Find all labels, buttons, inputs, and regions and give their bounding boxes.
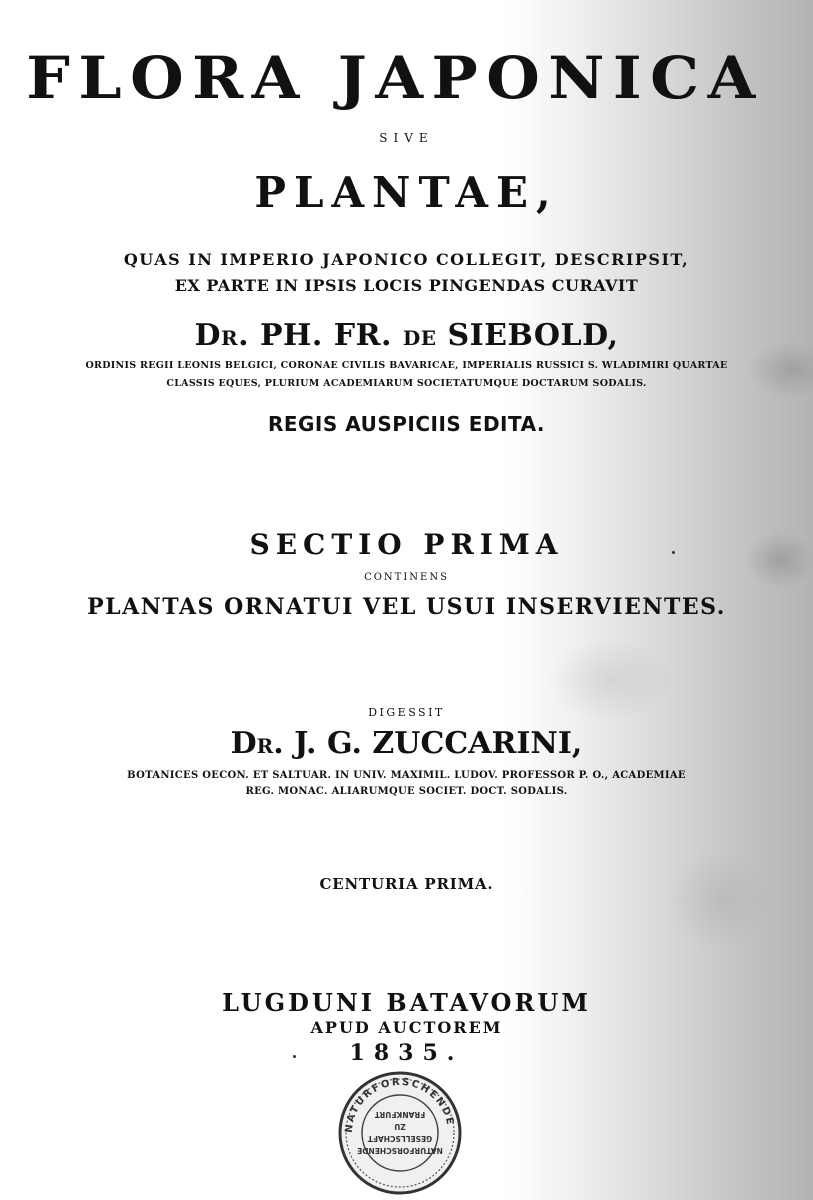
stamp-ring-text: NATURFORSCHENDE (343, 1076, 456, 1134)
sive-line: SIVE (379, 131, 434, 145)
paper-speck (293, 1055, 296, 1058)
book-title: FLORA JAPONICA (26, 44, 764, 112)
subtitle-line-2: EX PARTE IN IPSIS LOCIS PINGENDAS CURAVIT (174, 276, 639, 295)
stamp-inner-line-4: FRANKFURT (374, 1110, 426, 1119)
editor-prefix-d: D (230, 726, 257, 761)
editor-name: . J. G. ZUCCARINI, (273, 726, 583, 761)
regis-auspiciis: REGIS AUSPICIIS EDITA. (267, 412, 546, 436)
editor-prefix-r: R (256, 734, 274, 758)
imprint-place: LUGDUNI BATAVORUM (222, 988, 591, 1017)
author-siebold (0, 318, 813, 353)
paper-speck (672, 551, 675, 554)
author-prefix-r: R (220, 326, 239, 350)
centuria-line: CENTURIA PRIMA. (319, 875, 494, 893)
honours-line-1: ORDINIS REGII LEONIS BELGICI, CORONAE CIVILIS BAVARICAE, IMPERIALIS RUSSICI S. WLADIMIRI QUARTAE (85, 360, 728, 371)
author-initials: . PH. FR. (238, 318, 403, 353)
library-stamp-icon (337, 1070, 463, 1196)
author-surname: SIEBOLD, (436, 318, 619, 353)
digessit-line: DIGESSIT (368, 706, 445, 719)
honours-line-2: CLASSIS EQUES, PLURIUM ACADEMIARUM SOCIETATUMQUE DOCTARUM SODALIS. (166, 378, 647, 389)
section-subtitle: PLANTAS ORNATUI VEL USUI INSERVIENTES. (87, 594, 726, 620)
stamp-inner-line-2: GESELLSCHAFT (367, 1134, 433, 1143)
imprint-publisher: APUD AUCTOREM (310, 1018, 503, 1037)
editor-credentials-line-1: BOTANICES OECON. ET SALTUAR. IN UNIV. MAXIMIL. LUDOV. PROFESSOR P. O., ACADEMIAE (127, 770, 686, 781)
subtitle-line-1: QUAS IN IMPERIO JAPONICO COLLEGIT, DESCRIPSIT, (123, 250, 690, 269)
author-prefix-d: D (194, 318, 221, 353)
imprint-year: 1835. (349, 1040, 464, 1066)
author-particle: DE (402, 326, 437, 350)
plantae-heading: PLANTAE, (254, 168, 559, 217)
stamp-inner-line-3: ZU (394, 1122, 406, 1131)
author-zuccarini (0, 726, 813, 761)
continens-line: CONTINENS (364, 572, 449, 583)
editor-credentials-line-2: REG. MONAC. ALIARUMQUE SOCIET. DOCT. SODALIS. (245, 786, 568, 797)
stamp-inner-line-1: NATURFORSCHENDE (357, 1146, 443, 1155)
section-heading: SECTIO PRIMA (249, 528, 564, 561)
